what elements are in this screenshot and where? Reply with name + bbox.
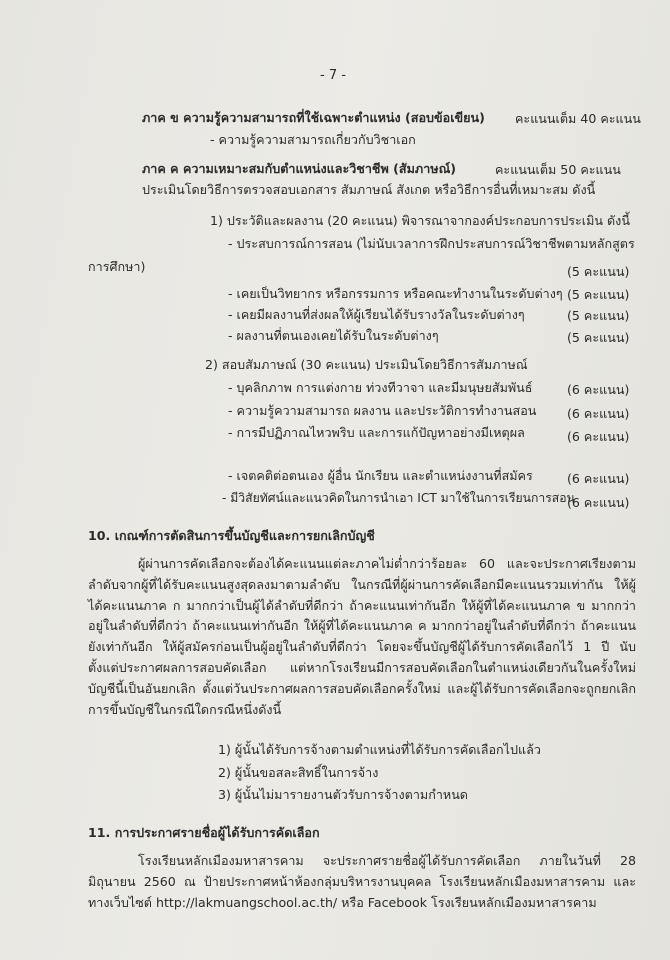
cancel-condition-2: 2) ผู้นั้นขอสละสิทธิ์ในการจ้าง [218,765,379,780]
score-label: (5 คะแนน) [567,330,630,345]
score-label: (6 คะแนน) [567,471,630,486]
group1-item: - เคยเป็นวิทยากร หรือกรรมการ หรือคณะทำงานในระดับต่างๆ [228,286,563,301]
part-b-item: - ความรู้ความสามารถเกี่ยวกับวิชาเอก [210,132,416,147]
score-label: (5 คะแนน) [567,287,630,302]
group1-item-line: การศึกษา) [88,259,146,274]
cancel-condition-3: 3) ผู้นั้นไม่มารายงานตัวรับการจ้างตามกำหนด [218,787,468,802]
score-label: (5 คะแนน) [567,264,630,279]
group2-title: 2) สอบสัมภาษณ์ (30 คะแนน) ประเมินโดยวิธีการสัมภาษณ์ [205,357,528,372]
section-10-paragraph [88,554,636,720]
part-c-heading: ภาค ค ความเหมาะสมกับตำแหน่งและวิชาชีพ (สัมภาษณ์) [142,161,457,176]
group1-title: 1) ประวัติและผลงาน (20 คะแนน) พิจารณาจากองค์ประกอบการประเมิน ดังนี้ [210,213,630,228]
group2-item: - ความรู้ความสามารถ ผลงาน และประวัติการทำงานสอน [228,403,537,418]
score-label: (5 คะแนน) [567,308,630,323]
section-11-text: โรงเรียนหลักเมืองมหาสารคาม จะประกาศรายชื่อผู้ได้รับการคัดเลือก ภายในวันที่ 28 มิถุนายน 2560 ณ ป้ายประกาศหน้าห้องกลุ่มบริหารงานบุคคล โรงเรียนหลักเมืองมหาสารคาม และทางเว็บไซต์ http://lakmuangschool.ac.th/ หรือ Facebook โรงเรียนหลักเมืองมหาสารคาม [88,853,636,910]
section-11-heading: 11. การประกาศรายชื่อผู้ได้รับการคัดเลือก [88,825,320,840]
section-10-text: ผู้ผ่านการคัดเลือกจะต้องได้คะแนนแต่ละภาคไม่ต่ำกว่าร้อยละ 60 และจะประกาศเรียงตามลำดับจากผู้ที่ได้รับคะแนนสูงสุดลงมาตามลำดับ ในกรณีที่ผู้ผ่านการคัดเลือกมีคะแนนรวมเท่ากัน ให้ผู้ได้คะแนนภาค ก มากกว่าเป็นผู้ได้ลำดับที่ดีกว่า ถ้าคะแนนเท่ากันอีก ให้ผู้ที่ได้คะแนนภาค ข มากกว่าอยู่ในลำดับที่ดีกว่า ถ้าคะแนนเท่ากันอีก ให้ผู้ที่ได้คะแนนภาค ค มากกว่าอยู่ในลำดับที่ดีกว่า ถ้าคะแนนยังเท่ากันอีก ให้ผู้สมัครก่อนเป็นผู้อยู่ในลำดับที่ดีกว่า โดยจะขึ้นบัญชีผู้ได้รับการคัดเลือกไว้ 1 ปี นับตั้งแต่ประกาศผลการสอบคัดเลือก แต่หากโรงเรียนมีการสอบคัดเลือกในตำแหน่งเดียวกันในครั้งใหม่ บัญชีนี้เป็นอันยกเลิก ตั้งแต่วันประกาศผลการสอบคัดเลือกครั้งใหม่ และผู้ได้รับการคัดเลือกจะถูกยกเลิกการขึ้นบัญชีในกรณีใดกรณีหนึ่งดังนี้ [88,556,636,717]
section-11-paragraph [88,851,636,913]
group1-item: - ผลงานที่ตนเองเคยได้รับในระดับต่างๆ [228,328,439,343]
group1-item: - เคยมีผลงานที่ส่งผลให้ผู้เรียนได้รับรางวัลในระดับต่างๆ [228,307,525,322]
group2-item: - บุคลิกภาพ การแต่งกาย ท่วงทีวาจา และมีมนุษยสัมพันธ์ [228,380,533,395]
part-c-description: ประเมินโดยวิธีการตรวจสอบเอกสาร สัมภาษณ์ สังเกต หรือวิธีการอื่นที่เหมาะสม ดังนี้ [142,182,596,197]
score-label: (6 คะแนน) [567,406,630,421]
score-label: (6 คะแนน) [567,429,630,444]
cancel-condition-1: 1) ผู้นั้นได้รับการจ้างตามตำแหน่งที่ได้รับการคัดเลือกไปแล้ว [218,742,541,757]
group2-item: - การมีปฏิภาณไหวพริบ และการแก้ปัญหาอย่างมีเหตุผล [228,425,525,440]
score-label: (6 คะแนน) [567,495,630,510]
part-c-score: คะแนนเต็ม 50 คะแนน [495,162,621,177]
page-number: - 7 - [320,68,346,83]
part-b-score: คะแนนเต็ม 40 คะแนน [515,111,641,126]
score-label: (6 คะแนน) [567,382,630,397]
part-b-heading: ภาค ข ความรู้ความสามารถที่ใช้เฉพาะตำแหน่ง (สอบข้อเขียน) [142,110,485,125]
group1-item-line: - ประสบการณ์การสอน (ไม่นับเวลาการฝึกประสบการณ์วิชาชีพตามหลักสูตร [228,236,635,251]
group2-item: - เจตคติต่อตนเอง ผู้อื่น นักเรียน และตำแหน่งงานที่สมัคร [228,468,533,483]
group2-item: - มีวิสัยทัศน์และแนวคิดในการนำเอา ICT มาใช้ในการเรียนการสอน [222,491,575,505]
section-10-heading: 10. เกณฑ์การตัดสินการขึ้นบัญชีและการยกเลิกบัญชี [88,528,375,543]
